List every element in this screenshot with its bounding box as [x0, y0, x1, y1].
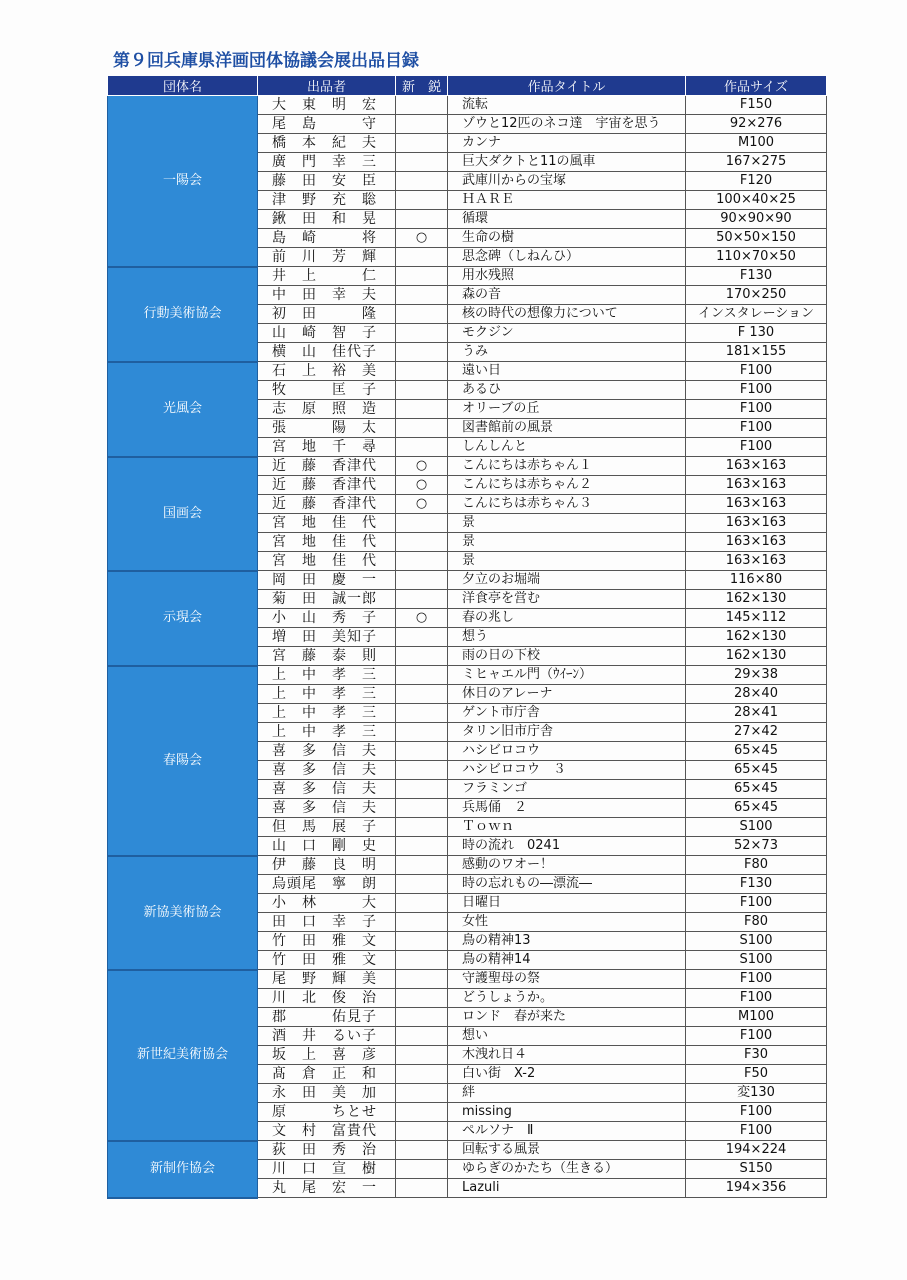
artist-cell: 原 ちとせ: [258, 1103, 396, 1122]
work-size-cell: F150: [686, 96, 827, 115]
artist-cell: 中 田 幸 夫: [258, 286, 396, 305]
work-title-cell: 景: [448, 514, 686, 533]
artist-cell: 尾 野 輝 美: [258, 970, 396, 989]
work-size-cell: インスタレーション: [686, 305, 827, 324]
group-name-cell: 春陽会: [108, 666, 258, 856]
work-title-cell: ロンド 春が来た: [448, 1008, 686, 1027]
work-title-cell: Lazuli: [448, 1179, 686, 1198]
new-artist-mark-cell: [396, 723, 448, 742]
artist-cell: 橋 本 紀 夫: [258, 134, 396, 153]
artist-cell: 山 口 剛 史: [258, 837, 396, 856]
work-size-cell: F30: [686, 1046, 827, 1065]
work-size-cell: 163×163: [686, 457, 827, 476]
group-name-cell: 一陽会: [108, 96, 258, 267]
artist-cell: 上 中 孝 三: [258, 723, 396, 742]
new-artist-mark-cell: [396, 1141, 448, 1160]
work-size-cell: 194×224: [686, 1141, 827, 1160]
work-title-cell: 木洩れ日４: [448, 1046, 686, 1065]
new-artist-mark-cell: [396, 1179, 448, 1198]
header-new: 新 鋭: [396, 76, 448, 96]
new-artist-mark-cell: [396, 552, 448, 571]
new-artist-mark-cell: [396, 191, 448, 210]
work-title-cell: 核の時代の想像力について: [448, 305, 686, 324]
work-title-cell: 女性: [448, 913, 686, 932]
work-size-cell: F100: [686, 381, 827, 400]
table-row: [108, 571, 827, 590]
artist-cell: 鍬 田 和 晃: [258, 210, 396, 229]
new-artist-mark-cell: [396, 1027, 448, 1046]
artist-cell: 増 田 美知子: [258, 628, 396, 647]
work-size-cell: M100: [686, 134, 827, 153]
artist-cell: 川 口 宣 樹: [258, 1160, 396, 1179]
work-title-cell: タリン旧市庁舎: [448, 723, 686, 742]
new-artist-mark-cell: ○: [396, 229, 448, 248]
new-artist-mark-cell: ○: [396, 495, 448, 514]
work-size-cell: 65×45: [686, 780, 827, 799]
new-artist-mark-cell: [396, 1065, 448, 1084]
group-name-cell: 示現会: [108, 571, 258, 666]
work-size-cell: 110×70×50: [686, 248, 827, 267]
artist-cell: 上 中 孝 三: [258, 685, 396, 704]
work-size-cell: F100: [686, 362, 827, 381]
work-title-cell: 想い: [448, 1027, 686, 1046]
work-size-cell: 52×73: [686, 837, 827, 856]
document-title: 第９回兵庫県洋画団体協議会展出品目録: [113, 51, 419, 71]
artist-cell: 小 山 秀 子: [258, 609, 396, 628]
work-size-cell: 163×163: [686, 495, 827, 514]
artist-cell: 荻 田 秀 治: [258, 1141, 396, 1160]
artist-cell: 宮 藤 泰 則: [258, 647, 396, 666]
header-size: 作品サイズ: [686, 76, 827, 96]
header-artist: 出品者: [258, 76, 396, 96]
artist-cell: 藤 田 安 臣: [258, 172, 396, 191]
new-artist-mark-cell: [396, 913, 448, 932]
work-size-cell: 28×41: [686, 704, 827, 723]
artist-cell: 廣 門 幸 三: [258, 153, 396, 172]
new-artist-mark-cell: [396, 286, 448, 305]
work-size-cell: 28×40: [686, 685, 827, 704]
work-size-cell: F100: [686, 989, 827, 1008]
work-title-cell: 巨大ダクトと11の風車: [448, 153, 686, 172]
artist-cell: 尾 島 守: [258, 115, 396, 134]
artist-cell: 喜 多 信 夫: [258, 780, 396, 799]
artist-cell: 近 藤 香津代: [258, 457, 396, 476]
work-size-cell: F100: [686, 438, 827, 457]
work-size-cell: F100: [686, 400, 827, 419]
work-size-cell: 163×163: [686, 514, 827, 533]
work-title-cell: ＨＡＲＥ: [448, 191, 686, 210]
table-row: [108, 96, 827, 115]
work-size-cell: F80: [686, 856, 827, 875]
header-group: 団体名: [108, 76, 258, 96]
artist-cell: 津 野 充 聡: [258, 191, 396, 210]
artist-cell: 島 崎 将: [258, 229, 396, 248]
work-title-cell: 時の忘れもの―漂流―: [448, 875, 686, 894]
new-artist-mark-cell: [396, 1084, 448, 1103]
work-title-cell: 循環: [448, 210, 686, 229]
work-title-cell: ゲント市庁舎: [448, 704, 686, 723]
work-size-cell: 163×163: [686, 533, 827, 552]
work-title-cell: 景: [448, 533, 686, 552]
work-size-cell: 116×80: [686, 571, 827, 590]
artist-cell: 但 馬 展 子: [258, 818, 396, 837]
new-artist-mark-cell: [396, 837, 448, 856]
work-size-cell: F100: [686, 1103, 827, 1122]
new-artist-mark-cell: [396, 875, 448, 894]
group-name-cell: 新協美術協会: [108, 856, 258, 970]
work-title-cell: 思念碑（しねんひ）: [448, 248, 686, 267]
artist-cell: 竹 田 雅 文: [258, 951, 396, 970]
work-title-cell: 時の流れ 0241: [448, 837, 686, 856]
new-artist-mark-cell: [396, 210, 448, 229]
new-artist-mark-cell: [396, 438, 448, 457]
work-title-cell: カンナ: [448, 134, 686, 153]
work-size-cell: S100: [686, 932, 827, 951]
work-title-cell: 兵馬俑 ２: [448, 799, 686, 818]
artist-cell: 上 中 孝 三: [258, 704, 396, 723]
work-title-cell: missing: [448, 1103, 686, 1122]
new-artist-mark-cell: ○: [396, 476, 448, 495]
work-size-cell: 65×45: [686, 799, 827, 818]
artist-cell: 田 口 幸 子: [258, 913, 396, 932]
new-artist-mark-cell: [396, 362, 448, 381]
artist-cell: 坂 上 喜 彦: [258, 1046, 396, 1065]
artist-cell: 宮 地 千 尋: [258, 438, 396, 457]
work-title-cell: モクジン: [448, 324, 686, 343]
work-title-cell: ミヒャエル門（ｳｲｰﾝ）: [448, 666, 686, 685]
new-artist-mark-cell: [396, 932, 448, 951]
work-size-cell: 65×45: [686, 742, 827, 761]
new-artist-mark-cell: ○: [396, 609, 448, 628]
group-name-cell: 光風会: [108, 362, 258, 457]
new-artist-mark-cell: [396, 305, 448, 324]
work-size-cell: 65×45: [686, 761, 827, 780]
new-artist-mark-cell: [396, 647, 448, 666]
artist-cell: 志 原 照 造: [258, 400, 396, 419]
artist-cell: 岡 田 慶 一: [258, 571, 396, 590]
new-artist-mark-cell: [396, 818, 448, 837]
table-row: [108, 362, 827, 381]
work-title-cell: 流転: [448, 96, 686, 115]
table-row: [108, 666, 827, 685]
work-title-cell: 守護聖母の祭: [448, 970, 686, 989]
artist-cell: 近 藤 香津代: [258, 495, 396, 514]
work-title-cell: 図書館前の風景: [448, 419, 686, 438]
artist-cell: 宮 地 佳 代: [258, 552, 396, 571]
new-artist-mark-cell: [396, 951, 448, 970]
work-title-cell: こんにちは赤ちゃん１: [448, 457, 686, 476]
work-title-cell: 鳥の精神14: [448, 951, 686, 970]
new-artist-mark-cell: [396, 533, 448, 552]
work-size-cell: F100: [686, 1027, 827, 1046]
work-size-cell: S150: [686, 1160, 827, 1179]
new-artist-mark-cell: [396, 894, 448, 913]
work-size-cell: 163×163: [686, 476, 827, 495]
work-size-cell: 181×155: [686, 343, 827, 362]
header-title: 作品タイトル: [448, 76, 686, 96]
artist-cell: 石 上 裕 美: [258, 362, 396, 381]
work-title-cell: ハシビロコウ: [448, 742, 686, 761]
work-title-cell: オリーブの丘: [448, 400, 686, 419]
new-artist-mark-cell: [396, 704, 448, 723]
work-size-cell: 50×50×150: [686, 229, 827, 248]
work-size-cell: 92×276: [686, 115, 827, 134]
artist-cell: 喜 多 信 夫: [258, 799, 396, 818]
artist-cell: 喜 多 信 夫: [258, 761, 396, 780]
work-title-cell: 感動のワオー！: [448, 856, 686, 875]
work-title-cell: 夕立のお堀端: [448, 571, 686, 590]
new-artist-mark-cell: [396, 514, 448, 533]
table-row: [108, 1141, 827, 1160]
artist-cell: 丸 尾 宏 一: [258, 1179, 396, 1198]
work-title-cell: 回転する風景: [448, 1141, 686, 1160]
work-title-cell: フラミンゴ: [448, 780, 686, 799]
work-size-cell: 170×250: [686, 286, 827, 305]
group-name-cell: 新制作協会: [108, 1141, 258, 1198]
work-title-cell: 森の音: [448, 286, 686, 305]
work-size-cell: 100×40×25: [686, 191, 827, 210]
work-size-cell: F 130: [686, 324, 827, 343]
artist-cell: 牧 匡 子: [258, 381, 396, 400]
new-artist-mark-cell: [396, 1046, 448, 1065]
work-size-cell: F50: [686, 1065, 827, 1084]
new-artist-mark-cell: [396, 571, 448, 590]
work-title-cell: 武庫川からの宝塚: [448, 172, 686, 191]
work-title-cell: どうしょうか。: [448, 989, 686, 1008]
new-artist-mark-cell: [396, 324, 448, 343]
artist-cell: 大 東 明 宏: [258, 96, 396, 115]
new-artist-mark-cell: [396, 685, 448, 704]
artist-cell: 初 田 隆: [258, 305, 396, 324]
artist-cell: 宮 地 佳 代: [258, 533, 396, 552]
work-title-cell: 春の兆し: [448, 609, 686, 628]
work-size-cell: F130: [686, 875, 827, 894]
artist-cell: 山 崎 智 子: [258, 324, 396, 343]
work-size-cell: F120: [686, 172, 827, 191]
work-size-cell: 145×112: [686, 609, 827, 628]
work-size-cell: 29×38: [686, 666, 827, 685]
new-artist-mark-cell: [396, 343, 448, 362]
new-artist-mark-cell: [396, 381, 448, 400]
work-title-cell: 想う: [448, 628, 686, 647]
work-size-cell: F100: [686, 1122, 827, 1141]
exhibit-catalog-table: [107, 76, 827, 1199]
new-artist-mark-cell: [396, 1122, 448, 1141]
work-title-cell: こんにちは赤ちゃん３: [448, 495, 686, 514]
artist-cell: 酒 井 るい子: [258, 1027, 396, 1046]
new-artist-mark-cell: [396, 666, 448, 685]
new-artist-mark-cell: [396, 115, 448, 134]
artist-cell: 近 藤 香津代: [258, 476, 396, 495]
work-size-cell: 194×356: [686, 1179, 827, 1198]
artist-cell: 文 村 富貴代: [258, 1122, 396, 1141]
new-artist-mark-cell: [396, 1160, 448, 1179]
new-artist-mark-cell: [396, 1008, 448, 1027]
new-artist-mark-cell: [396, 856, 448, 875]
new-artist-mark-cell: [396, 400, 448, 419]
table-row: [108, 267, 827, 286]
table-row: [108, 970, 827, 989]
work-title-cell: Ｔｏｗｎ: [448, 818, 686, 837]
new-artist-mark-cell: [396, 1103, 448, 1122]
new-artist-mark-cell: [396, 96, 448, 115]
work-size-cell: F130: [686, 267, 827, 286]
work-size-cell: 167×275: [686, 153, 827, 172]
work-size-cell: 163×163: [686, 552, 827, 571]
new-artist-mark-cell: [396, 761, 448, 780]
work-title-cell: ゾウと12匹のネコ達 宇宙を思う: [448, 115, 686, 134]
work-title-cell: 洋食亭を営む: [448, 590, 686, 609]
new-artist-mark-cell: [396, 267, 448, 286]
work-title-cell: 鳥の精神13: [448, 932, 686, 951]
new-artist-mark-cell: [396, 780, 448, 799]
artist-cell: 川 北 俊 治: [258, 989, 396, 1008]
artist-cell: 郡 佑見子: [258, 1008, 396, 1027]
artist-cell: 永 田 美 加: [258, 1084, 396, 1103]
work-title-cell: 景: [448, 552, 686, 571]
work-size-cell: 162×130: [686, 590, 827, 609]
artist-cell: 竹 田 雅 文: [258, 932, 396, 951]
work-title-cell: 遠い日: [448, 362, 686, 381]
work-title-cell: 絆: [448, 1084, 686, 1103]
work-title-cell: あるひ: [448, 381, 686, 400]
work-title-cell: ゆらぎのかたち（生きる）: [448, 1160, 686, 1179]
new-artist-mark-cell: [396, 970, 448, 989]
work-title-cell: うみ: [448, 343, 686, 362]
work-size-cell: F80: [686, 913, 827, 932]
new-artist-mark-cell: [396, 628, 448, 647]
work-size-cell: 変130: [686, 1084, 827, 1103]
work-title-cell: しんしんと: [448, 438, 686, 457]
work-size-cell: S100: [686, 951, 827, 970]
artist-cell: 髙 倉 正 和: [258, 1065, 396, 1084]
new-artist-mark-cell: ○: [396, 457, 448, 476]
artist-cell: 横 山 佳代子: [258, 343, 396, 362]
group-name-cell: 新世紀美術協会: [108, 970, 258, 1141]
work-size-cell: F100: [686, 419, 827, 438]
work-size-cell: 162×130: [686, 647, 827, 666]
work-title-cell: こんにちは赤ちゃん２: [448, 476, 686, 495]
work-size-cell: F100: [686, 894, 827, 913]
work-size-cell: 162×130: [686, 628, 827, 647]
work-size-cell: M100: [686, 1008, 827, 1027]
work-title-cell: ハシビロコウ ３: [448, 761, 686, 780]
work-title-cell: 休日のアレーナ: [448, 685, 686, 704]
work-size-cell: S100: [686, 818, 827, 837]
new-artist-mark-cell: [396, 248, 448, 267]
header-row: [108, 76, 827, 96]
artist-cell: 張 陽 太: [258, 419, 396, 438]
work-size-cell: 27×42: [686, 723, 827, 742]
artist-cell: 伊 藤 良 明: [258, 856, 396, 875]
work-title-cell: ペルソナ Ⅱ: [448, 1122, 686, 1141]
table-row: [108, 457, 827, 476]
new-artist-mark-cell: [396, 989, 448, 1008]
artist-cell: 烏頭尾 寧 朗: [258, 875, 396, 894]
artist-cell: 上 中 孝 三: [258, 666, 396, 685]
work-title-cell: 雨の日の下校: [448, 647, 686, 666]
group-name-cell: 国画会: [108, 457, 258, 571]
group-name-cell: 行動美術協会: [108, 267, 258, 362]
new-artist-mark-cell: [396, 742, 448, 761]
artist-cell: 宮 地 佳 代: [258, 514, 396, 533]
artist-cell: 小 林 大: [258, 894, 396, 913]
work-title-cell: 白い街 X-2: [448, 1065, 686, 1084]
new-artist-mark-cell: [396, 134, 448, 153]
artist-cell: 菊 田 誠一郎: [258, 590, 396, 609]
work-size-cell: 90×90×90: [686, 210, 827, 229]
table-row: [108, 856, 827, 875]
work-title-cell: 日曜日: [448, 894, 686, 913]
artist-cell: 喜 多 信 夫: [258, 742, 396, 761]
work-title-cell: 生命の樹: [448, 229, 686, 248]
new-artist-mark-cell: [396, 172, 448, 191]
work-title-cell: 用水残照: [448, 267, 686, 286]
artist-cell: 前 川 芳 輝: [258, 248, 396, 267]
new-artist-mark-cell: [396, 153, 448, 172]
new-artist-mark-cell: [396, 590, 448, 609]
work-size-cell: F100: [686, 970, 827, 989]
artist-cell: 井 上 仁: [258, 267, 396, 286]
new-artist-mark-cell: [396, 799, 448, 818]
new-artist-mark-cell: [396, 419, 448, 438]
